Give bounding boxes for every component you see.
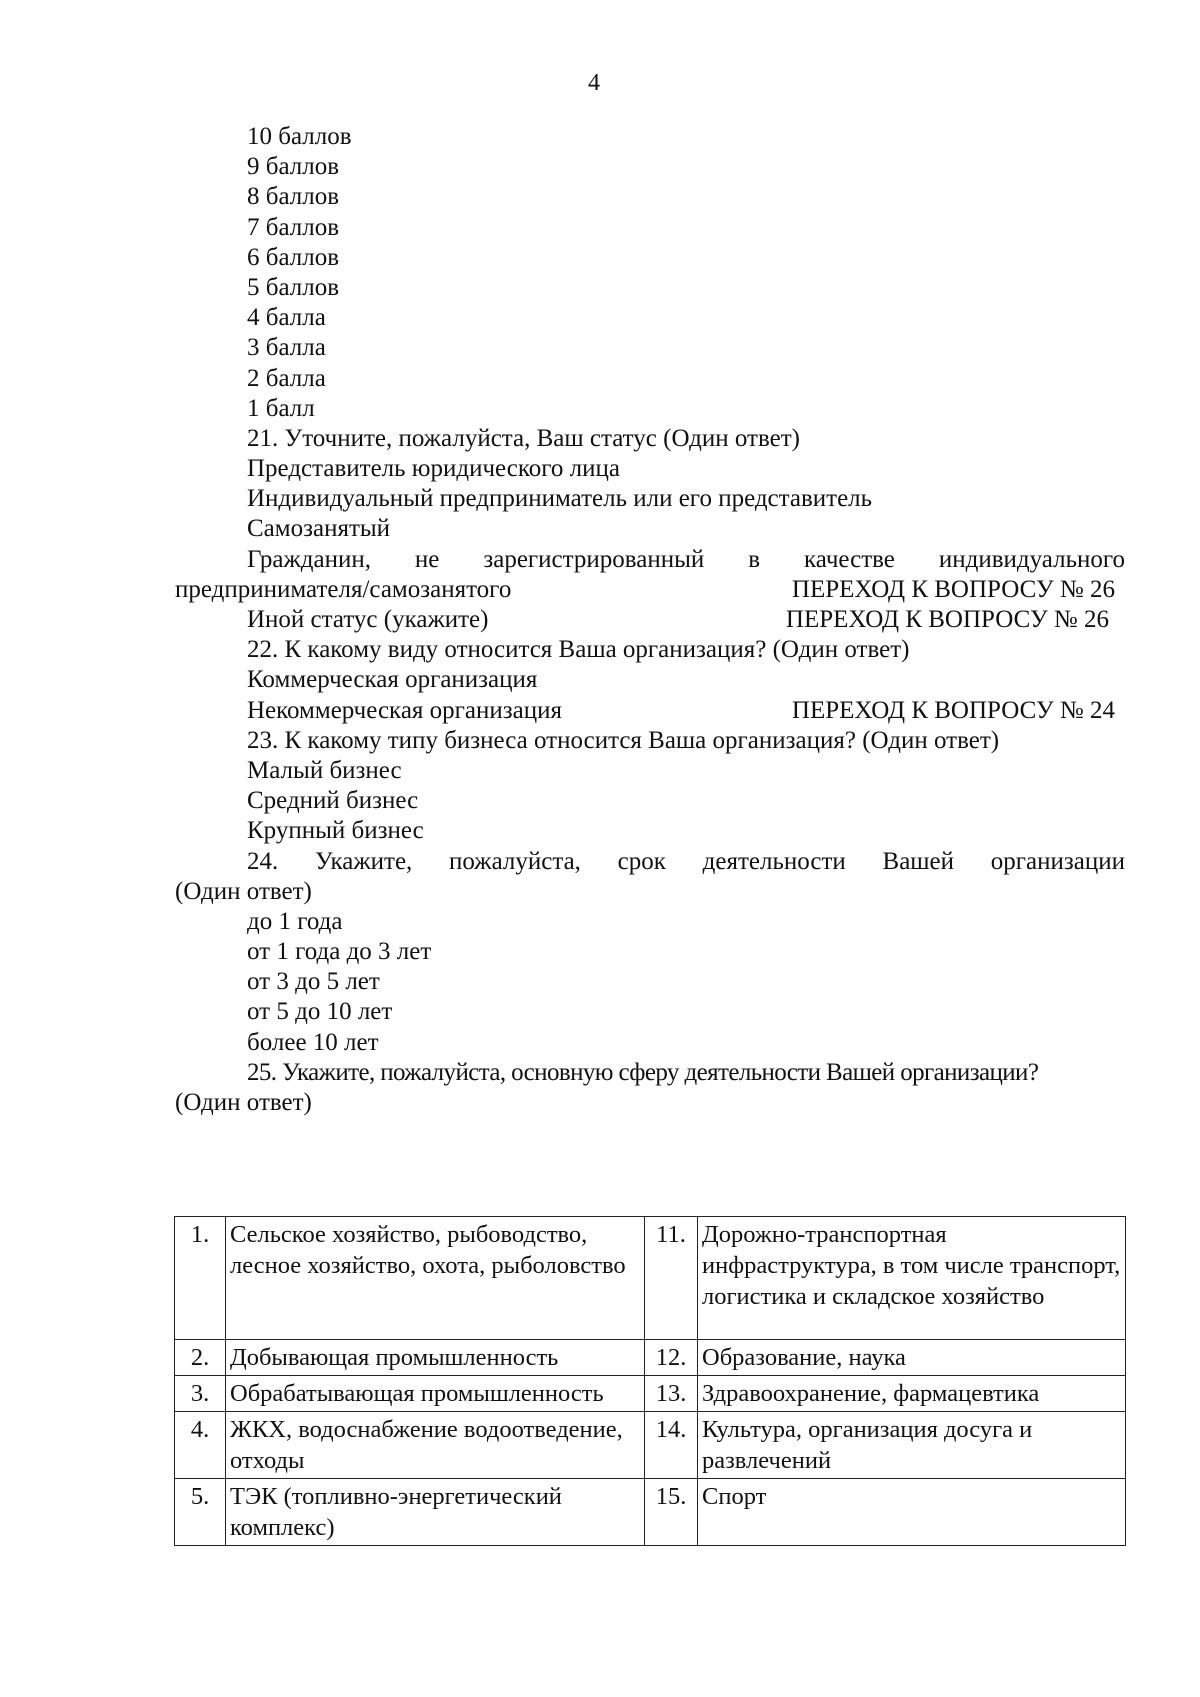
table-cell-text: Культура, организация досуга и развлечений [698, 1412, 1126, 1479]
q24-question: 24. Укажите, пожалуйста, срок деятельности Вашей организации [247, 847, 1125, 875]
page-number: 4 [588, 70, 600, 96]
score-option: 4 балла [247, 304, 326, 332]
score-option: 6 баллов [247, 243, 340, 271]
table-cell-text: Спорт [698, 1479, 1126, 1546]
q24-question-continued: (Один ответ) [175, 877, 312, 905]
table-cell-number: 13. [645, 1376, 698, 1412]
q21-option-continued [175, 575, 1125, 605]
score-option: 3 балла [247, 334, 326, 362]
table-row [175, 1340, 1126, 1376]
q21-option: Представитель юридического лица [247, 455, 620, 483]
questionnaire-body [175, 122, 1125, 1118]
score-option: 9 баллов [247, 153, 340, 181]
q25-question: 25. Укажите, пожалуйста, основную сферу деятельности Вашей организации? [247, 1058, 1039, 1086]
table-cell-text: Добывающая промышленность [226, 1340, 645, 1376]
q24-option: более 10 лет [247, 1028, 379, 1056]
table-cell-text: Сельское хозяйство, рыбоводство, лесное хозяйство, охота, рыболовство [226, 1217, 645, 1340]
q25-question-continued: (Один ответ) [175, 1089, 312, 1116]
q24-option: от 3 до 5 лет [247, 968, 380, 996]
score-option: 1 балл [247, 394, 315, 422]
q24-option: от 5 до 10 лет [247, 998, 393, 1026]
q21-option: Самозанятый [247, 515, 391, 543]
table-cell-number: 14. [645, 1412, 698, 1479]
table-cell-number: 5. [175, 1479, 226, 1546]
q21-option-text: Иной статус (укажите) [247, 606, 489, 633]
score-option: 5 баллов [247, 273, 340, 301]
q21-option: Гражданин, не зарегистрированный в качестве индивидуального [247, 545, 1125, 573]
table-cell-number: 12. [645, 1340, 698, 1376]
table-cell-text: Здравоохранение, фармацевтика [698, 1376, 1126, 1412]
table-cell-text: Обрабатывающая промышленность [226, 1376, 645, 1412]
q21-question: 21. Уточните, пожалуйста, Ваш статус (Один ответ) [247, 424, 800, 452]
table-cell-number: 15. [645, 1479, 698, 1546]
table-cell-text: Образование, наука [698, 1340, 1126, 1376]
jump-instruction: ПЕРЕХОД К ВОПРОСУ № 26 [791, 575, 1115, 603]
q21-option: Индивидуальный предприниматель или его представитель [247, 485, 873, 513]
score-option: 7 баллов [247, 213, 340, 241]
q22-option: Коммерческая организация [247, 666, 538, 694]
q23-question: 23. К какому типу бизнеса относится Ваша организация? (Один ответ) [247, 726, 1000, 754]
q22-question: 22. К какому виду относится Ваша организация? (Один ответ) [247, 636, 910, 664]
activity-sphere-table [174, 1216, 1126, 1546]
q23-option: Малый бизнес [247, 756, 402, 784]
table-cell-text: Дорожно-транспортная инфраструктура, в том числе транспорт, логистика и складское хозяйство [698, 1217, 1126, 1340]
table-row [175, 1479, 1126, 1546]
q23-option: Крупный бизнес [247, 817, 424, 845]
q23-option: Средний бизнес [247, 787, 419, 815]
table-row [175, 1376, 1126, 1412]
table-cell-number: 11. [645, 1217, 698, 1340]
q24-option: до 1 года [247, 907, 343, 935]
q21-option [175, 605, 1125, 635]
score-option: 2 балла [247, 364, 326, 392]
table-row [175, 1217, 1126, 1340]
jump-instruction: ПЕРЕХОД К ВОПРОСУ № 24 [791, 696, 1115, 724]
table-cell-number: 4. [175, 1412, 226, 1479]
table-row [175, 1412, 1126, 1479]
q24-option: от 1 года до 3 лет [247, 938, 432, 966]
table-cell-number: 3. [175, 1376, 226, 1412]
table-cell-text: ТЭК (топливно-энергетический комплекс) [226, 1479, 645, 1546]
q21-option-text: предпринимателя/самозанятого [175, 575, 512, 603]
table-cell-text: ЖКХ, водоснабжение водоотведение, отходы [226, 1412, 645, 1479]
q22-option [175, 696, 1125, 726]
score-option: 10 баллов [247, 123, 352, 150]
q22-option-text: Некоммерческая организация [247, 696, 563, 724]
table-cell-number: 1. [175, 1217, 226, 1340]
score-option: 8 баллов [247, 183, 340, 211]
jump-instruction: ПЕРЕХОД К ВОПРОСУ № 26 [785, 606, 1109, 633]
table-cell-number: 2. [175, 1340, 226, 1376]
